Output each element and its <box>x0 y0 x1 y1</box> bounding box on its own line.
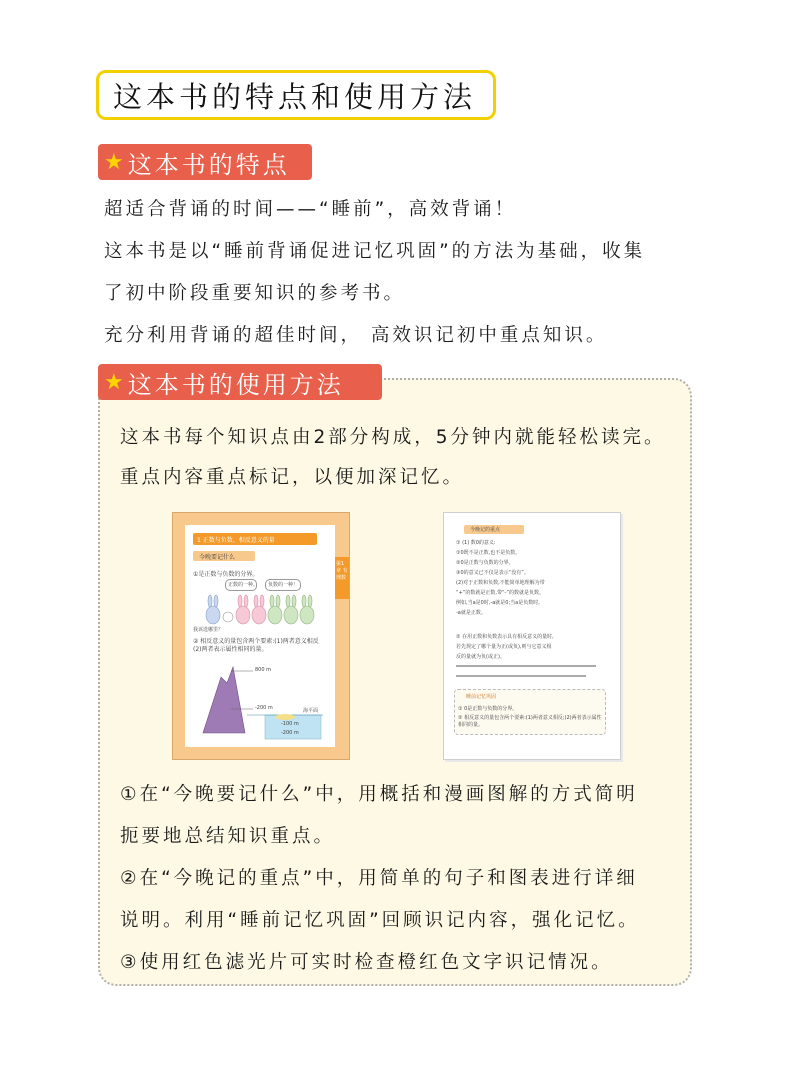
rabbit-illustration <box>203 591 317 625</box>
sample-right-section: 今晚记的重点 <box>470 527 501 533</box>
sample-page-left-sheet <box>185 525 335 747</box>
usage-item-1b: 扼要地总结知识重点。 <box>120 826 336 847</box>
sample-left-level-label: -200 m <box>255 705 273 711</box>
sample-left-mountain-label: 800 m <box>255 667 272 673</box>
sample-right-line-2: ①0既不是正数,也不是负数。 <box>456 550 521 556</box>
sample-right-line-6: “+”的数就是正数,带“-”的数就是负数。 <box>456 590 544 596</box>
sample-left-bubble-2: 负数的一种！ <box>268 582 299 588</box>
sample-left-point-2: ② 相反意义的量包含两个要素:(1)两者意义相反 (2)两者表示属性相同的量。 <box>193 638 319 653</box>
sample-right-review-title: 睡前记忆巩固 <box>466 694 497 700</box>
sample-right-line-7: 例如,当a是0时,-a就是0;当a是负数时, <box>456 600 540 606</box>
sample-left-question: 我该选哪里？ <box>193 627 224 633</box>
page-title <box>96 70 496 120</box>
text-line-placeholder <box>456 675 586 677</box>
features-line-2: 这本书是以“睡前背诵促进记忆巩固”的方法为基础，收集 <box>104 241 646 262</box>
usage-item-2a: ②在“今晚记的重点”中，用简单的句子和图表进行详细 <box>120 868 638 889</box>
sample-left-sea-value-2: -200 m <box>281 730 299 736</box>
sample-left-side-tab: 第1章 有理数 <box>336 561 348 581</box>
sample-left-sea-label: 海平面 <box>303 708 319 714</box>
sample-right-line-10: 若先规定了哪个量为正(或负),则与它意义相 <box>456 644 552 650</box>
star-icon: ★ <box>104 149 124 175</box>
sample-right-line-1: ① (1) 数0的意义: <box>456 540 496 546</box>
sample-right-line-4: ③0的意义已不仅是表示“没有”。 <box>456 570 529 576</box>
usage-intro-1: 这本书每个知识点由2部分构成，5分钟内就能轻松读完。 <box>120 427 666 448</box>
features-tag-label: 这本书的特点 <box>127 150 290 179</box>
usage-intro-2: 重点内容重点标记，以便加深记忆。 <box>120 467 465 488</box>
sample-left-sea-value-1: -100 m <box>281 721 299 727</box>
sample-left-section: 今晚要记什么 <box>199 554 236 561</box>
features-line-4: 充分利用背诵的超佳时间， 高效识记初中重点知识。 <box>104 325 608 346</box>
features-line-3: 了初中阶段重要知识的参考书。 <box>104 283 406 304</box>
sample-right-line-8: -a就是正数。 <box>456 610 486 616</box>
sample-right-line-11: 反的量就为负(或正)。 <box>456 654 505 660</box>
sample-right-review-1: ① 0是正数与负数的分界。 <box>458 706 518 712</box>
page-title-text: 这本书的特点和使用方法 <box>113 79 477 114</box>
sample-right-line-5: (2)对于正数和负数,不能简单地理解为带 <box>456 580 545 586</box>
sample-left-bubble-1: 正数的一种。 <box>228 582 259 588</box>
usage-item-2b: 说明。利用“睡前记忆巩固”回顾识记内容，强化记忆。 <box>120 910 640 931</box>
sample-right-line-3: ②0是正数与负数的分界。 <box>456 560 514 566</box>
usage-item-3: ③使用红色滤光片可实时检查橙红色文字识记情况。 <box>120 952 613 973</box>
features-line-1: 超适合背诵的时间——“睡前”，高效背诵！ <box>104 199 517 220</box>
sample-right-review-2: ② 相反意义的量包含两个要素:(1)两者意义相反;(2)两者表示属性相同的量。 <box>458 715 602 728</box>
sample-page-left <box>172 512 350 760</box>
usage-tag-label: 这本书的使用方法 <box>127 370 344 399</box>
usage-item-1a: ①在“今晚要记什么”中，用概括和漫画图解的方式简明 <box>120 784 638 805</box>
sample-left-point-1: ①是正数与负数的分界。 <box>193 571 259 578</box>
sample-left-header: 1 正数与负数、相反意义的量 <box>197 537 275 544</box>
star-icon: ★ <box>104 369 124 395</box>
sample-page-right <box>443 512 621 760</box>
usage-section-tag <box>98 364 382 400</box>
text-line-placeholder <box>456 665 596 667</box>
sample-right-line-9: ② 在用正数和负数表示具有相反意义的量时, <box>456 634 554 640</box>
features-section-tag <box>98 144 312 180</box>
